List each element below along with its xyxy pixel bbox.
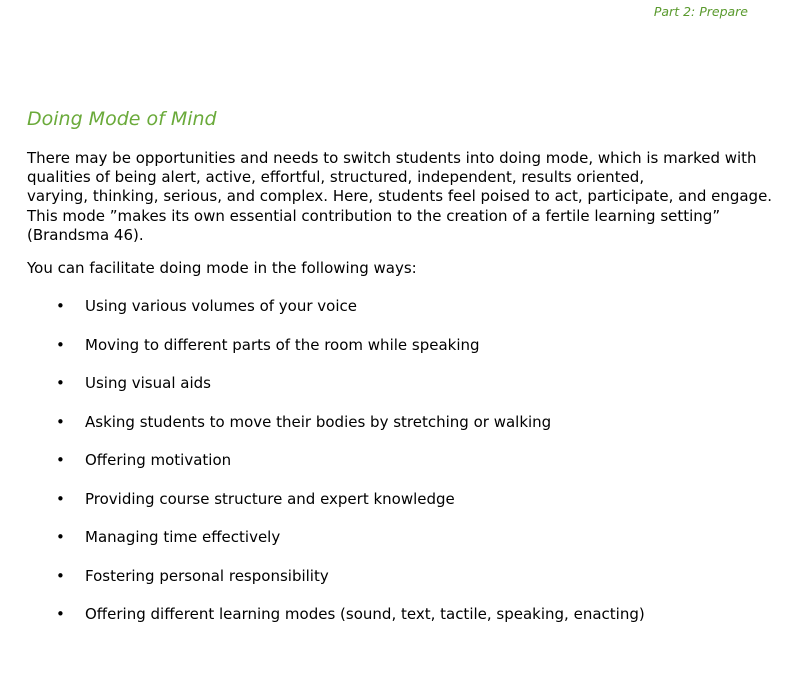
list-item-text: Moving to different parts of the room while speaking — [85, 335, 480, 354]
body-paragraph — [27, 149, 773, 245]
page-header: Part 2: Prepare — [653, 4, 748, 19]
list-item-text: Offering motivation — [85, 451, 232, 469]
bullet-icon: • — [56, 412, 65, 431]
paragraph-line: (Brandsma 46). — [27, 225, 144, 244]
bullet-icon: • — [56, 374, 65, 392]
bullet-icon: • — [56, 335, 65, 354]
bullet-icon: • — [56, 489, 65, 508]
section-title: Doing Mode of Mind — [27, 108, 217, 130]
paragraph-line: qualities of being alert, active, effortful, structured, independent, results oriented, — [27, 168, 645, 187]
intro-text: You can facilitate doing mode in the following ways: — [27, 259, 417, 277]
list-item-text: Fostering personal responsibility — [85, 566, 329, 585]
bullet-icon: • — [56, 566, 65, 585]
paragraph-line: There may be opportunities and needs to switch students into doing mode, which is marked with — [27, 149, 757, 167]
bullet-icon: • — [56, 528, 65, 546]
bullet-icon: • — [56, 451, 65, 469]
list-item-text: Offering different learning modes (sound, text, tactile, speaking, enacting) — [85, 605, 645, 623]
list-item-text: Using visual aids — [85, 374, 211, 392]
list-item-text: Asking students to move their bodies by stretching or walking — [85, 412, 552, 431]
list-item-text: Managing time effectively — [85, 528, 281, 546]
bullet-icon: • — [56, 605, 65, 623]
bullet-icon: • — [56, 297, 65, 315]
paragraph-line: varying, thinking, serious, and complex. Here, students feel poised to act, participate, and engage. — [27, 187, 773, 206]
paragraph-line: This mode ”makes its own essential contribution to the creation of a fertile learning setting” — [27, 206, 721, 225]
list-item-text: Using various volumes of your voice — [85, 297, 357, 315]
list-item-text: Providing course structure and expert knowledge — [85, 489, 455, 508]
